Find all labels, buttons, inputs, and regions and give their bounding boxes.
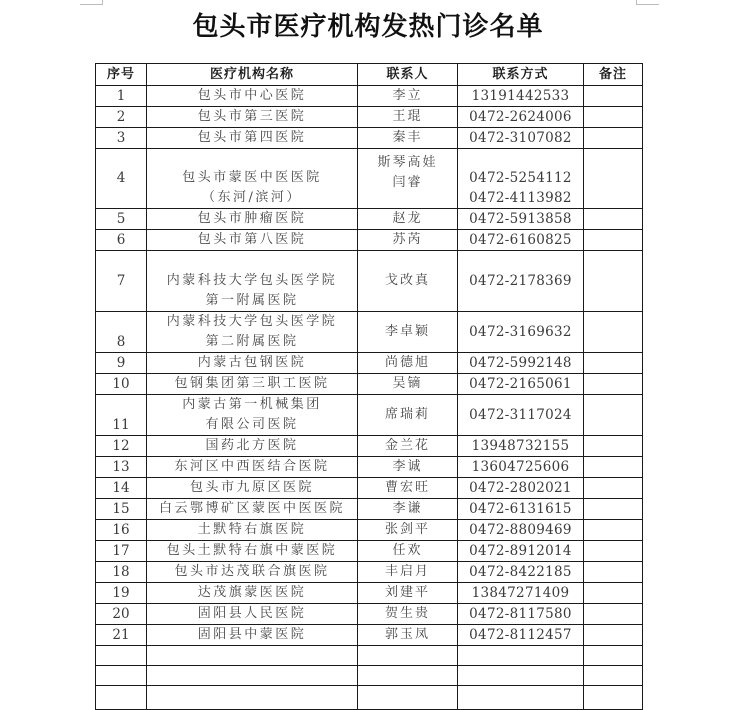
cell-contact-person-line: 尚德旭: [384, 355, 430, 370]
header-no: 序号: [96, 64, 147, 86]
cell-contact-person: [358, 541, 458, 562]
cell-phone: [458, 520, 584, 541]
cell-phone: [458, 374, 584, 395]
cell-phone: [458, 128, 584, 149]
cell-institution-name: [147, 209, 358, 230]
cell-phone-line: 0472-2165061: [469, 376, 572, 392]
hospital-table: [95, 63, 643, 710]
cell-note: [584, 520, 643, 541]
cell-contact-person: [358, 107, 458, 128]
cell-contact-person: [358, 520, 458, 541]
cell-contact-person-line: 席瑞莉: [384, 407, 430, 422]
cell-no: 4: [96, 149, 147, 209]
empty-cell: [147, 666, 358, 686]
cell-contact-person-line: 任欢: [392, 543, 423, 558]
cell-contact-person-line: 王琨: [392, 109, 423, 124]
cell-contact-person-line: 刘建平: [384, 585, 430, 600]
cell-note: [584, 353, 643, 374]
cell-no: 15: [96, 499, 147, 520]
cell-phone-line: 0472-6131615: [469, 501, 572, 517]
table-row: [96, 583, 643, 604]
cell-institution-name: [147, 128, 358, 149]
cell-note: [584, 86, 643, 107]
cell-institution-name-line: 包头土默特右旗中蒙医院: [166, 543, 338, 558]
table-row: [96, 604, 643, 625]
cell-phone-line: 0472-3117024: [469, 407, 572, 423]
cell-phone-line: 13604725606: [471, 459, 570, 475]
cell-institution-name: [147, 86, 358, 107]
cell-institution-name-line: 土默特右旗医院: [197, 522, 307, 537]
cell-note: [584, 230, 643, 251]
cell-institution-name: [147, 312, 358, 353]
cell-contact-person: [358, 209, 458, 230]
cell-phone: [458, 395, 584, 436]
cell-institution-name-line: 白云鄂博矿区蒙医中医医院: [158, 501, 345, 516]
empty-cell: [96, 686, 147, 710]
table-row: [96, 457, 643, 478]
cell-phone-line: 0472-8809469: [469, 522, 572, 538]
cell-institution-name-line: （东河/滨河）: [202, 190, 302, 205]
cell-phone-line: 0472-5254112: [469, 170, 572, 186]
cell-contact-person: [358, 562, 458, 583]
empty-cell: [458, 646, 584, 666]
cell-institution-name: [147, 541, 358, 562]
cell-phone: [458, 541, 584, 562]
cell-no: 7: [96, 251, 147, 312]
cell-contact-person-line: 李卓颖: [384, 324, 430, 339]
cell-contact-person: [358, 625, 458, 646]
table-row: [96, 353, 643, 374]
header-phone: 联系方式: [458, 64, 584, 86]
cell-no: 9: [96, 353, 147, 374]
cell-no: 19: [96, 583, 147, 604]
empty-table-row: [96, 686, 643, 710]
header-note: 备注: [584, 64, 643, 86]
table-row: [96, 86, 643, 107]
cell-no: 16: [96, 520, 147, 541]
cell-phone-line: 0472-3107082: [469, 130, 572, 146]
cell-institution-name: [147, 604, 358, 625]
cell-phone-line: 0472-2624006: [469, 109, 572, 125]
cell-contact-person: [358, 395, 458, 436]
cell-institution-name-line: 内蒙古第一机械集团: [182, 397, 322, 412]
cell-phone: [458, 353, 584, 374]
empty-cell: [147, 686, 358, 710]
cell-contact-person-line: 秦丰: [392, 130, 423, 145]
cell-institution-name-line: 包头市第八医院: [197, 232, 307, 247]
table-row: [96, 478, 643, 499]
cell-institution-name-line: 内蒙科技大学包头医学院: [166, 273, 338, 288]
cell-phone: [458, 251, 584, 312]
cell-institution-name: [147, 583, 358, 604]
table-row: [96, 395, 643, 436]
cell-phone: [458, 457, 584, 478]
cell-institution-name: [147, 149, 358, 209]
cell-phone-line: 0472-8117580: [469, 606, 572, 622]
cell-contact-person-line: 曹宏旺: [384, 480, 430, 495]
cell-note: [584, 604, 643, 625]
cell-contact-person: [358, 312, 458, 353]
cell-institution-name-line: 第一附属医院: [205, 293, 299, 308]
cell-institution-name-line: 包钢集团第三职工医院: [174, 376, 330, 391]
empty-cell: [584, 666, 643, 686]
cell-contact-person-line: 戈改真: [384, 273, 430, 288]
cell-institution-name-line: 包头市第四医院: [197, 130, 307, 145]
cell-contact-person: [358, 436, 458, 457]
table-row: [96, 251, 643, 312]
cell-phone: [458, 209, 584, 230]
cell-contact-person: [358, 230, 458, 251]
cell-institution-name: [147, 353, 358, 374]
cell-phone-line: 0472-8912014: [469, 543, 572, 559]
cell-contact-person: [358, 478, 458, 499]
cell-no: 20: [96, 604, 147, 625]
cell-institution-name-line: 包头市中心医院: [197, 88, 307, 103]
cell-institution-name: [147, 374, 358, 395]
cell-institution-name: [147, 107, 358, 128]
cell-institution-name: [147, 625, 358, 646]
table-row: [96, 499, 643, 520]
cell-note: [584, 209, 643, 230]
cell-contact-person-line: 苏芮: [392, 232, 423, 247]
header-contact: 联系人: [358, 64, 458, 86]
header-name: 医疗机构名称: [147, 64, 358, 86]
cell-no: 2: [96, 107, 147, 128]
cell-no: 13: [96, 457, 147, 478]
table-row: [96, 149, 643, 209]
cell-phone: [458, 562, 584, 583]
cell-contact-person-line: 李诚: [392, 459, 423, 474]
cell-phone-line: 13191442533: [471, 88, 570, 104]
cell-no: 3: [96, 128, 147, 149]
cell-phone-line: 0472-2178369: [469, 273, 572, 289]
cell-note: [584, 583, 643, 604]
empty-table-row: [96, 666, 643, 686]
cell-phone-line: 0472-2802021: [469, 480, 572, 496]
empty-cell: [458, 686, 584, 710]
cell-phone-line: 13948732155: [471, 438, 570, 454]
cell-phone: [458, 230, 584, 251]
cell-contact-person: [358, 583, 458, 604]
cell-contact-person-line: 金兰花: [384, 438, 430, 453]
cell-contact-person-line: 李立: [392, 88, 423, 103]
cell-note: [584, 436, 643, 457]
cell-no: 8: [96, 312, 147, 353]
cell-note: [584, 149, 643, 209]
empty-cell: [584, 646, 643, 666]
cell-institution-name-line: 固阳县人民医院: [197, 606, 307, 621]
cell-no: 14: [96, 478, 147, 499]
empty-cell: [96, 666, 147, 686]
cell-institution-name-line: 达茂旗蒙医医院: [197, 585, 307, 600]
empty-cell: [96, 646, 147, 666]
cell-institution-name-line: 有限公司医院: [205, 417, 299, 432]
cell-institution-name-line: 包头市蒙医中医医院: [182, 170, 322, 185]
table-row: [96, 107, 643, 128]
table-row: [96, 374, 643, 395]
cell-phone: [458, 312, 584, 353]
cell-phone: [458, 583, 584, 604]
cell-phone-line: 0472-6160825: [469, 232, 572, 248]
cell-contact-person: [358, 457, 458, 478]
table-row: [96, 128, 643, 149]
table-row: [96, 312, 643, 353]
cell-phone: [458, 499, 584, 520]
cell-institution-name-line: 第二附属医院: [205, 334, 299, 349]
cell-no: 6: [96, 230, 147, 251]
cell-institution-name: [147, 499, 358, 520]
cell-phone-line: 0472-3169632: [469, 324, 572, 340]
cell-institution-name: [147, 436, 358, 457]
cell-contact-person-line: 赵龙: [392, 211, 423, 226]
cell-institution-name-line: 内蒙科技大学包头医学院: [166, 314, 338, 329]
empty-cell: [458, 666, 584, 686]
cell-note: [584, 478, 643, 499]
cell-contact-person: [358, 374, 458, 395]
cell-institution-name: [147, 562, 358, 583]
cell-contact-person-line: 吴镝: [392, 376, 423, 391]
cell-no: 5: [96, 209, 147, 230]
cell-note: [584, 499, 643, 520]
cell-contact-person-line: 丰启月: [384, 564, 430, 579]
cell-phone-line: 0472-8422185: [469, 564, 572, 580]
cell-phone: [458, 604, 584, 625]
cell-institution-name-line: 固阳县中蒙医院: [197, 627, 307, 642]
cell-institution-name-line: 包头市第三医院: [197, 109, 307, 124]
cell-note: [584, 541, 643, 562]
table-row: [96, 209, 643, 230]
cell-contact-person: [358, 353, 458, 374]
page-corner-mark-left: [80, 0, 103, 5]
cell-phone: [458, 478, 584, 499]
cell-note: [584, 107, 643, 128]
cell-contact-person-line: 斯琴高娃: [377, 155, 438, 170]
cell-contact-person: [358, 499, 458, 520]
table-row: [96, 625, 643, 646]
cell-contact-person: [358, 128, 458, 149]
cell-institution-name-line: 国药北方医院: [205, 438, 299, 453]
cell-note: [584, 625, 643, 646]
cell-phone-line: 13847271409: [471, 585, 570, 601]
table-row: [96, 520, 643, 541]
cell-note: [584, 562, 643, 583]
empty-cell: [358, 686, 458, 710]
cell-contact-person-line: 张剑平: [384, 522, 430, 537]
cell-institution-name: [147, 395, 358, 436]
cell-no: 1: [96, 86, 147, 107]
cell-contact-person-line: 贺生贵: [384, 606, 430, 621]
cell-institution-name-line: 包头市九原区医院: [189, 480, 314, 495]
table-row: [96, 436, 643, 457]
cell-phone: [458, 107, 584, 128]
cell-phone-line: 0472-4113982: [469, 190, 572, 206]
cell-contact-person: [358, 149, 458, 209]
document-title: 包头市医疗机构发热门诊名单: [192, 12, 544, 42]
cell-no: 10: [96, 374, 147, 395]
cell-no: 17: [96, 541, 147, 562]
cell-institution-name-line: 包头市肿瘤医院: [197, 211, 307, 226]
cell-note: [584, 374, 643, 395]
cell-phone-line: 0472-8112457: [469, 627, 572, 643]
cell-note: [584, 395, 643, 436]
table-row: [96, 541, 643, 562]
cell-contact-person: [358, 251, 458, 312]
table-row: [96, 562, 643, 583]
cell-phone-line: 0472-5913858: [469, 211, 572, 227]
cell-phone: [458, 86, 584, 107]
empty-cell: [358, 666, 458, 686]
empty-cell: [147, 646, 358, 666]
empty-table-row: [96, 646, 643, 666]
cell-contact-person-line: 闫睿: [392, 175, 423, 190]
cell-phone: [458, 625, 584, 646]
cell-institution-name: [147, 230, 358, 251]
cell-note: [584, 251, 643, 312]
cell-phone: [458, 149, 584, 209]
cell-institution-name-line: 东河区中西医结合医院: [174, 459, 330, 474]
cell-contact-person: [358, 86, 458, 107]
cell-no: 18: [96, 562, 147, 583]
cell-institution-name: [147, 478, 358, 499]
cell-phone: [458, 436, 584, 457]
empty-cell: [584, 686, 643, 710]
cell-note: [584, 457, 643, 478]
cell-no: 21: [96, 625, 147, 646]
cell-contact-person-line: 李谦: [392, 501, 423, 516]
table-row: [96, 230, 643, 251]
cell-no: 11: [96, 395, 147, 436]
page-corner-mark-right: [636, 0, 659, 5]
cell-institution-name: [147, 457, 358, 478]
table-header-row: [96, 64, 643, 86]
cell-note: [584, 128, 643, 149]
cell-note: [584, 312, 643, 353]
cell-institution-name-line: 包头市达茂联合旗医院: [174, 564, 330, 579]
cell-institution-name-line: 内蒙古包钢医院: [197, 355, 307, 370]
cell-institution-name: [147, 251, 358, 312]
cell-phone-line: 0472-5992148: [469, 355, 572, 371]
cell-contact-person-line: 郭玉凤: [384, 627, 430, 642]
empty-cell: [358, 646, 458, 666]
cell-institution-name: [147, 520, 358, 541]
cell-no: 12: [96, 436, 147, 457]
cell-contact-person: [358, 604, 458, 625]
